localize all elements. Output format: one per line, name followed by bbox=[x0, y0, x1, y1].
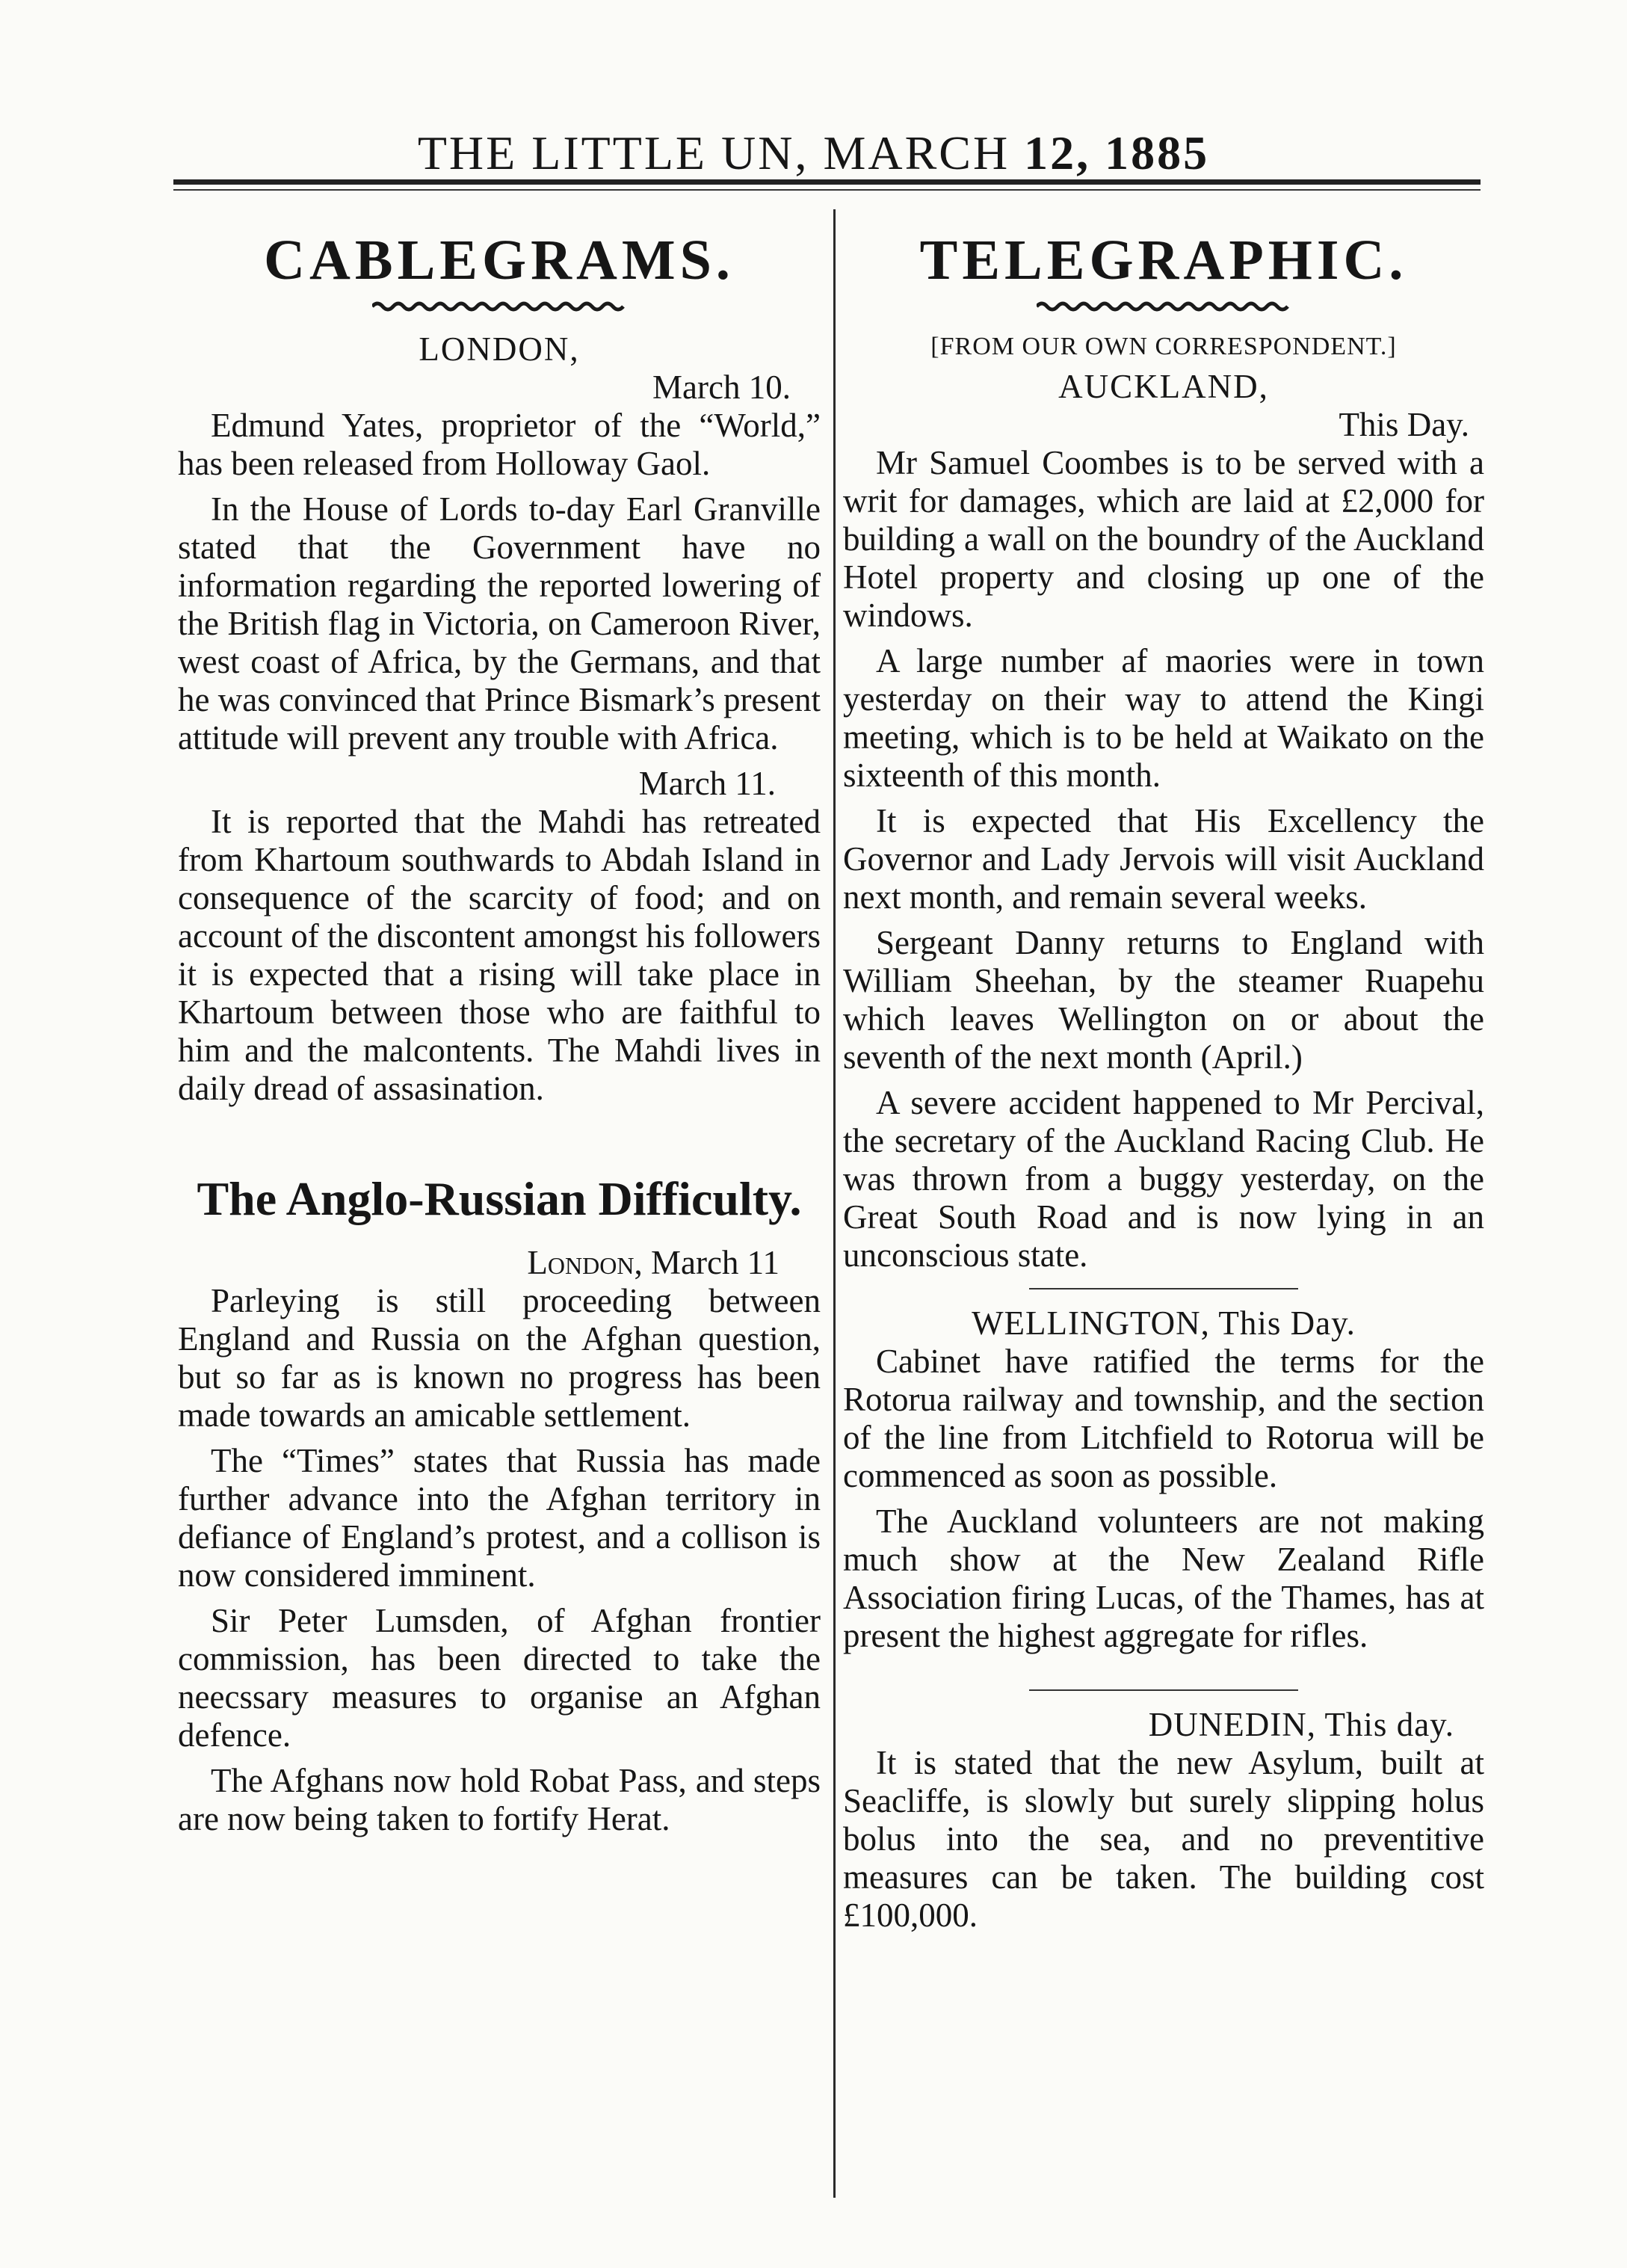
masthead-date: 12, 1885 bbox=[1024, 126, 1210, 179]
wavy-ornament bbox=[372, 301, 626, 312]
cablegrams-paragraph: Edmund Yates, proprietor of the “World,” has been released from Holloway Gaol. bbox=[178, 407, 821, 482]
anglo-russian-heading: The Anglo-Russian Difficulty. bbox=[197, 1172, 802, 1225]
anglo-russian-paragraph: Sir Peter Lumsden, of Afghan frontier commission, has been directed to take the neecssary measures to organise an Afghan defence. bbox=[178, 1602, 821, 1754]
telegraphic-paragraph: It is stated that the new Asylum, built at Seacliffe, is slowly but surely slipping holus bolus into the sea, and no preventitive measures can be taken. The building cost £100,000. bbox=[843, 1744, 1484, 1934]
anglo-russian-paragraph: The “Times” states that Russia has made further advance into the Afghan territory in defiance of England’s protest, and a collison is now considered imminent. bbox=[178, 1442, 821, 1594]
telegraphic-heading: TELEGRAPHIC. bbox=[919, 229, 1408, 292]
dunedin-dateline: DUNEDIN, This day. bbox=[1148, 1706, 1454, 1743]
masthead-rule-thin bbox=[173, 189, 1481, 191]
column-divider bbox=[833, 209, 836, 2198]
cablegrams-date-2: March 11. bbox=[638, 765, 776, 802]
section-rule bbox=[1029, 1689, 1298, 1691]
telegraphic-paragraph: A severe accident happened to Mr Percival, the secretary of the Auckland Racing Club. He was thrown from a buggy yesterday, on the Great South Road and is now lying in an unconscious state. bbox=[843, 1084, 1484, 1274]
byline-place: London, bbox=[527, 1244, 643, 1281]
byline-date: March 11 bbox=[650, 1244, 779, 1281]
telegraphic-paragraph: The Auckland volunteers are not making much show at the New Zealand Rifle Association firing Lucas, of the Thames, has at present the highest aggregate for rifles. bbox=[843, 1503, 1484, 1654]
anglo-russian-paragraph: Parleying is still proceeding between England and Russia on the Afghan question, but so far as is known no progress has been made towards an amicable settlement. bbox=[178, 1282, 821, 1434]
masthead-rule-thick bbox=[173, 179, 1481, 185]
cablegrams-place: LONDON, bbox=[419, 330, 580, 368]
section-rule bbox=[1029, 1288, 1298, 1289]
cablegrams-paragraph: It is reported that the Mahdi has retreated from Khartoum southwards to Abdah Island in consequence of the scarcity of food; and on account of the discontent amongst his followers it is expected that a rising will take place in Khartoum between those who are faithful to him and the malcontents. The Mahdi lives in daily dread of assasination. bbox=[178, 803, 821, 1107]
telegraphic-paragraph: It is expected that His Excellency the Governor and Lady Jervois will visit Auckland next month, and remain several weeks. bbox=[843, 802, 1484, 916]
masthead bbox=[0, 126, 1627, 181]
left-column bbox=[178, 209, 821, 1846]
anglo-russian-byline bbox=[178, 1244, 779, 1282]
telegraphic-place: AUCKLAND, bbox=[1058, 368, 1269, 405]
wavy-ornament bbox=[1037, 301, 1291, 312]
cablegrams-paragraph: In the House of Lords to-day Earl Granville stated that the Government have no information regarding the reported lowering of the British flag in Victoria, on Cameroon River, west coast of Africa, by the Germans, and that he was convinced that Prince Bismark’s present attitude will prevent any trouble with Africa. bbox=[178, 490, 821, 756]
telegraphic-date: This Day. bbox=[1339, 406, 1469, 443]
anglo-russian-paragraph: The Afghans now hold Robat Pass, and steps are now being taken to fortify Herat. bbox=[178, 1762, 821, 1837]
cablegrams-heading: CABLEGRAMS. bbox=[264, 229, 735, 292]
telegraphic-paragraph: Cabinet have ratified the terms for the Rotorua railway and township, and the section of the line from Litchfield to Rotorua will be commenced as soon as possible. bbox=[843, 1343, 1484, 1494]
wellington-dateline: WELLINGTON, This Day. bbox=[972, 1304, 1356, 1342]
telegraphic-paragraph: Sergeant Danny returns to England with William Sheehan, by the steamer Ruapehu which leaves Wellington on or about the seventh of the next month (April.) bbox=[843, 924, 1484, 1076]
masthead-title: THE LITTLE UN, MARCH bbox=[417, 126, 1010, 179]
telegraphic-paragraph: Mr Samuel Coombes is to be served with a writ for damages, which are laid at £2,000 for building a wall on the boundry of the Auckland Hotel property and closing up one of the windows. bbox=[843, 444, 1484, 634]
cablegrams-date-1: March 10. bbox=[652, 369, 791, 406]
right-column bbox=[843, 209, 1484, 1942]
telegraphic-paragraph: A large number af maories were in town yesterday on their way to attend the Kingi meeting, which is to be held at Waikato on the sixteenth of this month. bbox=[843, 642, 1484, 794]
correspondent-credit: [FROM OUR OWN CORRESPONDENT.] bbox=[930, 333, 1397, 360]
